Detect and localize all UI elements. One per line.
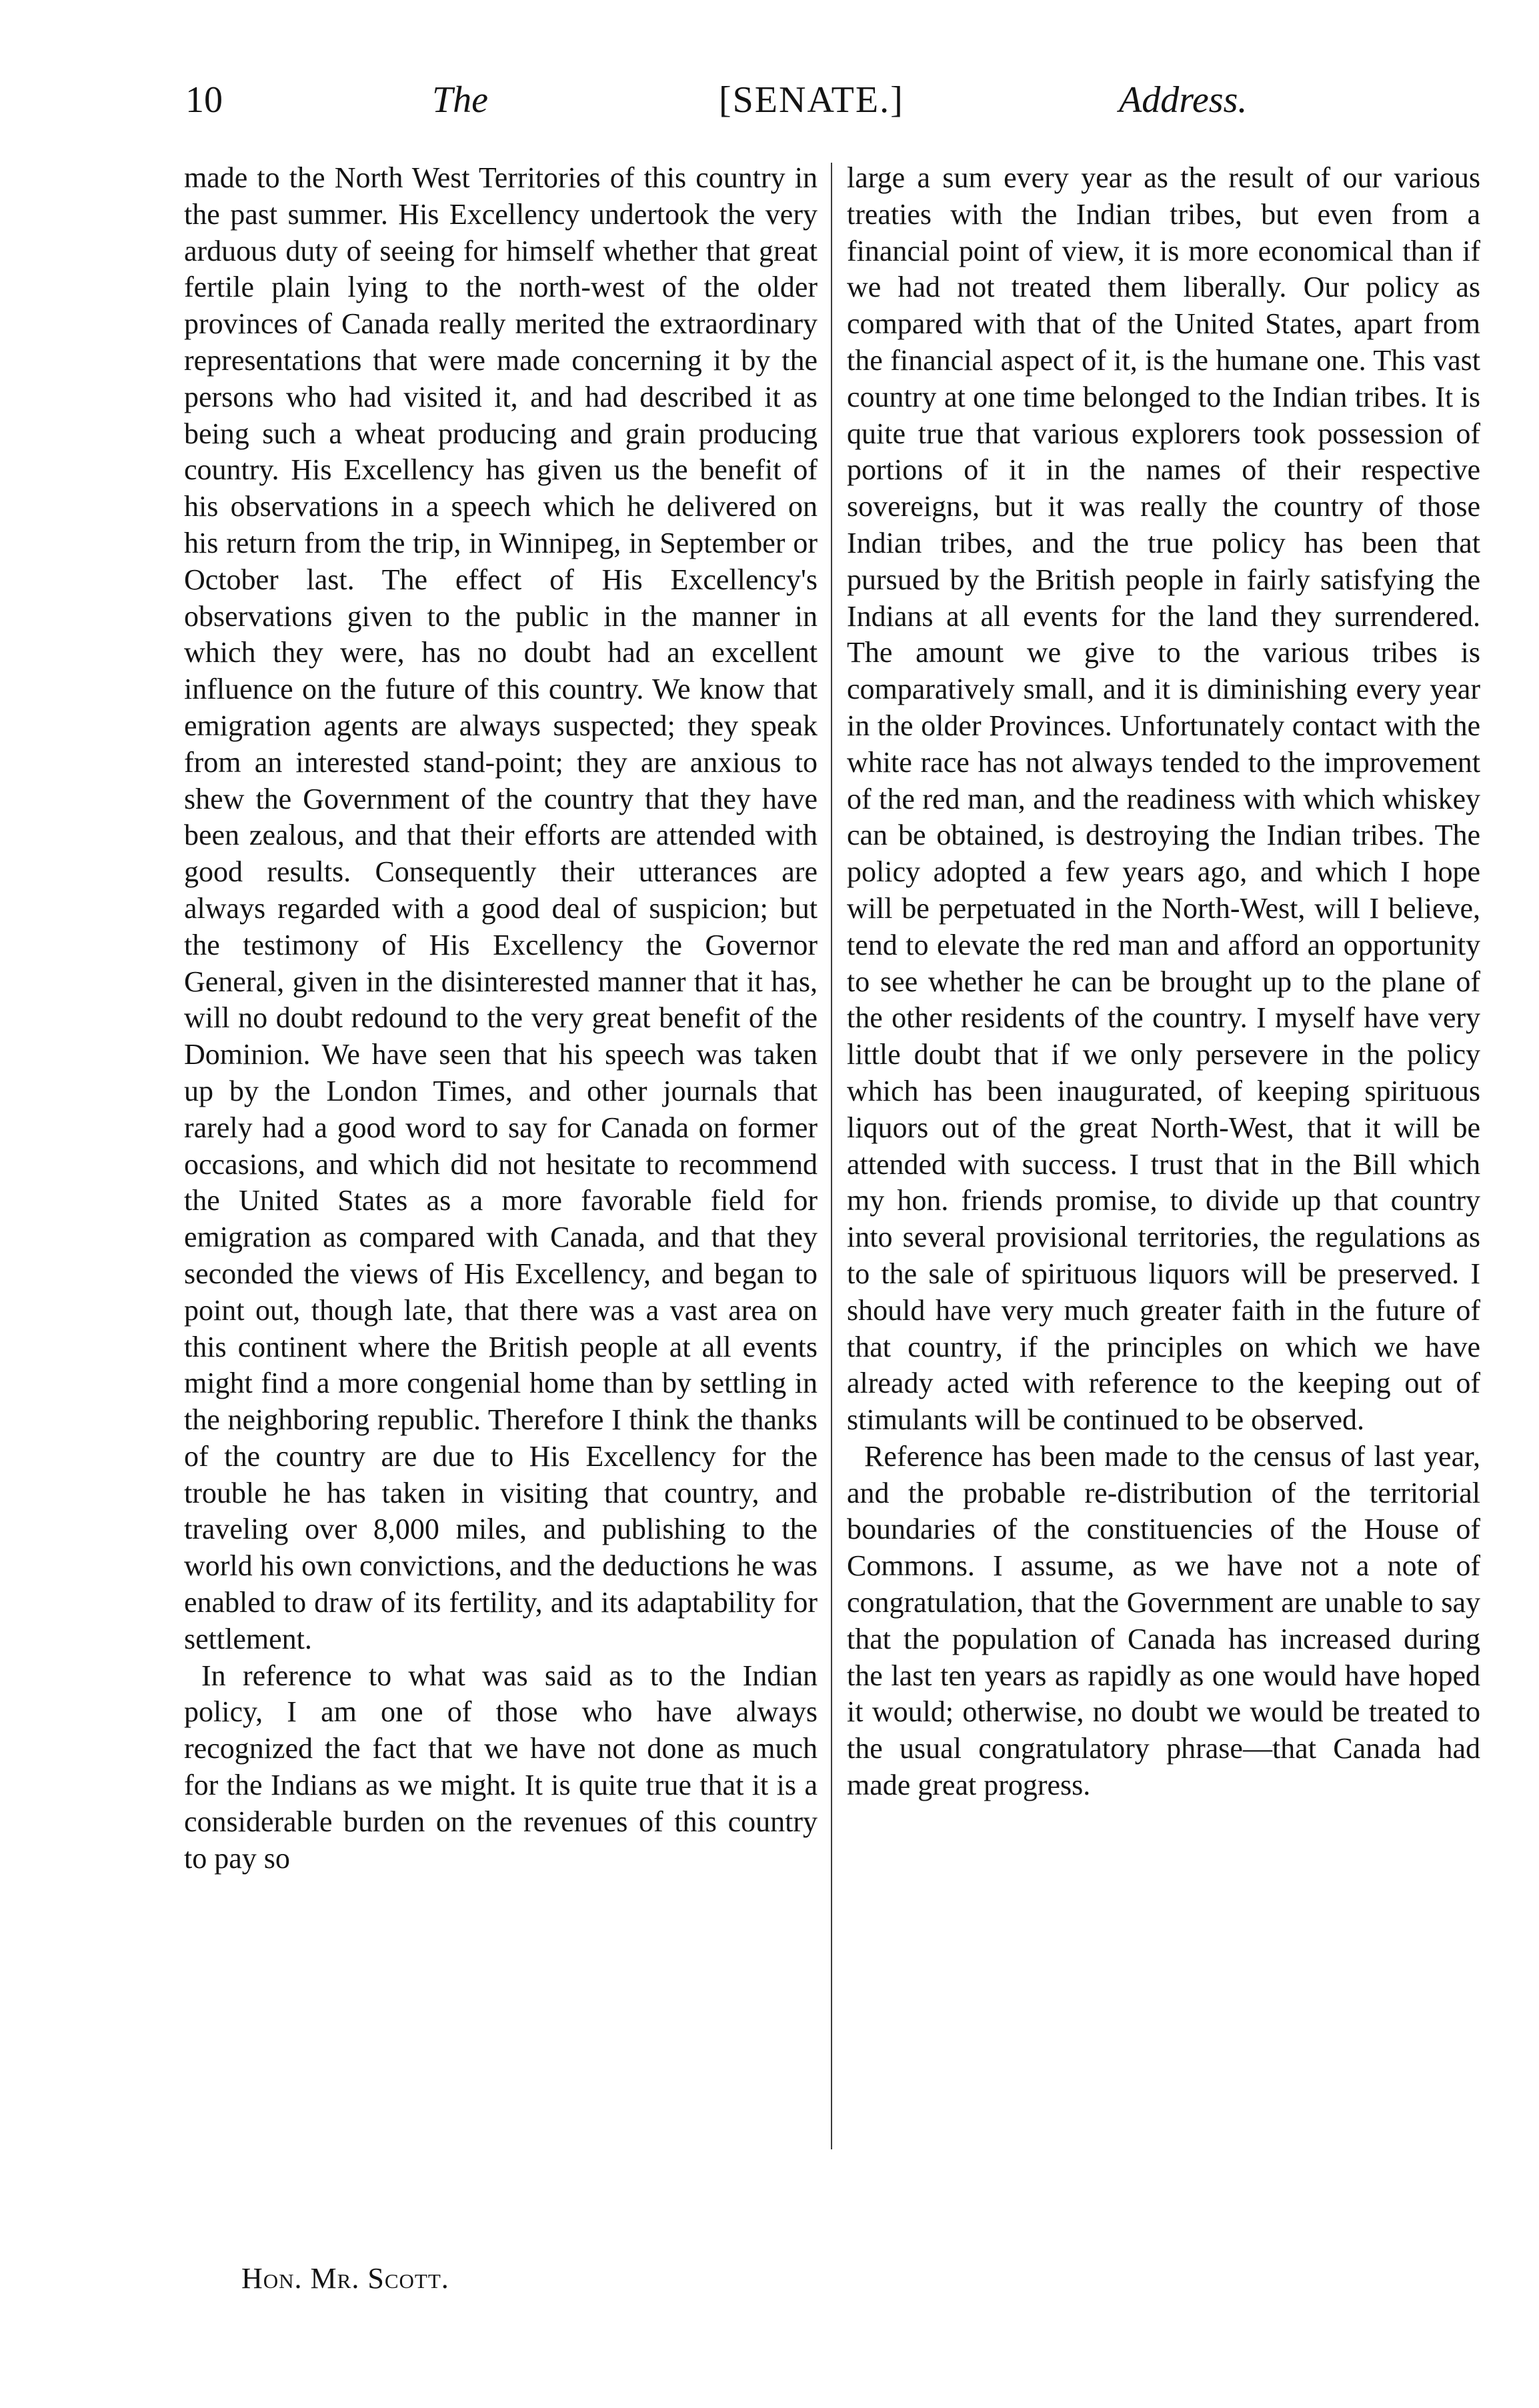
- column-divider: [831, 163, 832, 2149]
- running-header-right: Address.: [1119, 79, 1248, 121]
- paragraph: large a sum every year as the result of our various treaties with the Indian tribes, but even from a financial point of view, it is more economical than if we had not treated them liberally. Our policy as compared with that of the United States, apart from the financial aspect of it, is the humane one. This vast country at one time belonged to the Indian tribes. It is quite true that various explorers took possession of portions of it in the names of their respective sovereigns, but it was really the country of those Indian tribes, and the true policy has been that pursued by the British people in fairly satisfying the Indians at all events for the land they surrendered. The amount we give to the various tribes is comparatively small, and it is diminishing every year in the older Provinces. Unfortunately contact with the white race has not always tended to the improvement of the red man, and the readiness with which whiskey can be obtained, is destroying the Indian tribes. The policy adopted a few years ago, and which I hope will be perpetuated in the North-West, will I believe, tend to elevate the red man and afford an opportunity to see whether he can be brought up to the plane of the other residents of the country. I myself have very little doubt that if we only persevere in the policy which has been inaugurated, of keeping spirituous liquors out of the great North-West, that it will be attended with success. I trust that in the Bill which my hon. friends promise, to divide up that country into several provisional territories, the regulations as to the sale of spirituous liquors will be preserved. I should have very much greater faith in the future of that country, if the principles on which we have already acted with reference to the keeping out of stimulants will be continued to be observed.: [847, 161, 1480, 1437]
- right-column: [847, 160, 1480, 2167]
- speaker-footer: Hon. Mr. Scott.: [241, 2262, 449, 2295]
- running-header-left: The: [432, 79, 488, 121]
- paragraph: Reference has been made to the census of last year, and the probable re-distribution of the territorial boundaries of the constituencies of the House of Commons. I assume, as we have not a note of congratulation, that the Government are unable to say that the population of Canada has increased during the last ten years as rapidly as one would have hoped it would; otherwise, no doubt we would be treated to the usual congratulatory phrase—that Canada had made great progress.: [847, 1439, 1480, 1802]
- paragraph: In reference to what was said as to the Indian policy, I am one of those who have always recognized the fact that we have not done as much for the Indians as we might. It is quite true that it is a considerable burden on the revenues of this country to pay so: [184, 1659, 818, 1875]
- running-header: [185, 73, 1479, 127]
- left-column: [184, 160, 818, 2167]
- text-columns: [184, 160, 1480, 2167]
- running-header-center: [SENATE.]: [719, 79, 904, 121]
- paragraph: made to the North West Territories of this country in the past summer. His Excellency undertook the very arduous duty of seeing for himself whether that great fertile plain lying to the north-west of the older provinces of Canada really merited the extraordinary representations that were made concerning it by the persons who had visited it, and had described it as being such a wheat producing and grain producing country. His Excellency has given us the benefit of his observations in a speech which he delivered on his return from the trip, in Winnipeg, in September or October last. The effect of His Excellency's observations given to the public in the manner in which they were, has no doubt had an excellent influence on the future of this country. We know that emigration agents are always suspected; they speak from an interested stand-point; they are anxious to shew the Government of the country that they have been zealous, and that their efforts are attended with good results. Consequently their utterances are always regarded with a good deal of suspicion; but the testimony of His Excellency the Governor General, given in the disinterested manner that it has, will no doubt redound to the very great benefit of the Dominion. We have seen that his speech was taken up by the London Times, and other journals that rarely had a good word to say for Canada on former occasions, and which did not hesitate to recommend the United States as a more favorable field for emigration as compared with Canada, and that they seconded the views of His Excellency, and began to point out, though late, that there was a vast area on this continent where the British people at all events might find a more congenial home than by settling in the neighboring republic. Therefore I think the thanks of the country are due to His Excellency for the trouble he has taken in visiting that country, and traveling over 8,000 miles, and publishing to the world his own convictions, and the deductions he was enabled to draw of its fertility, and its adaptability for settlement.: [184, 161, 818, 1655]
- page-number: 10: [185, 79, 223, 121]
